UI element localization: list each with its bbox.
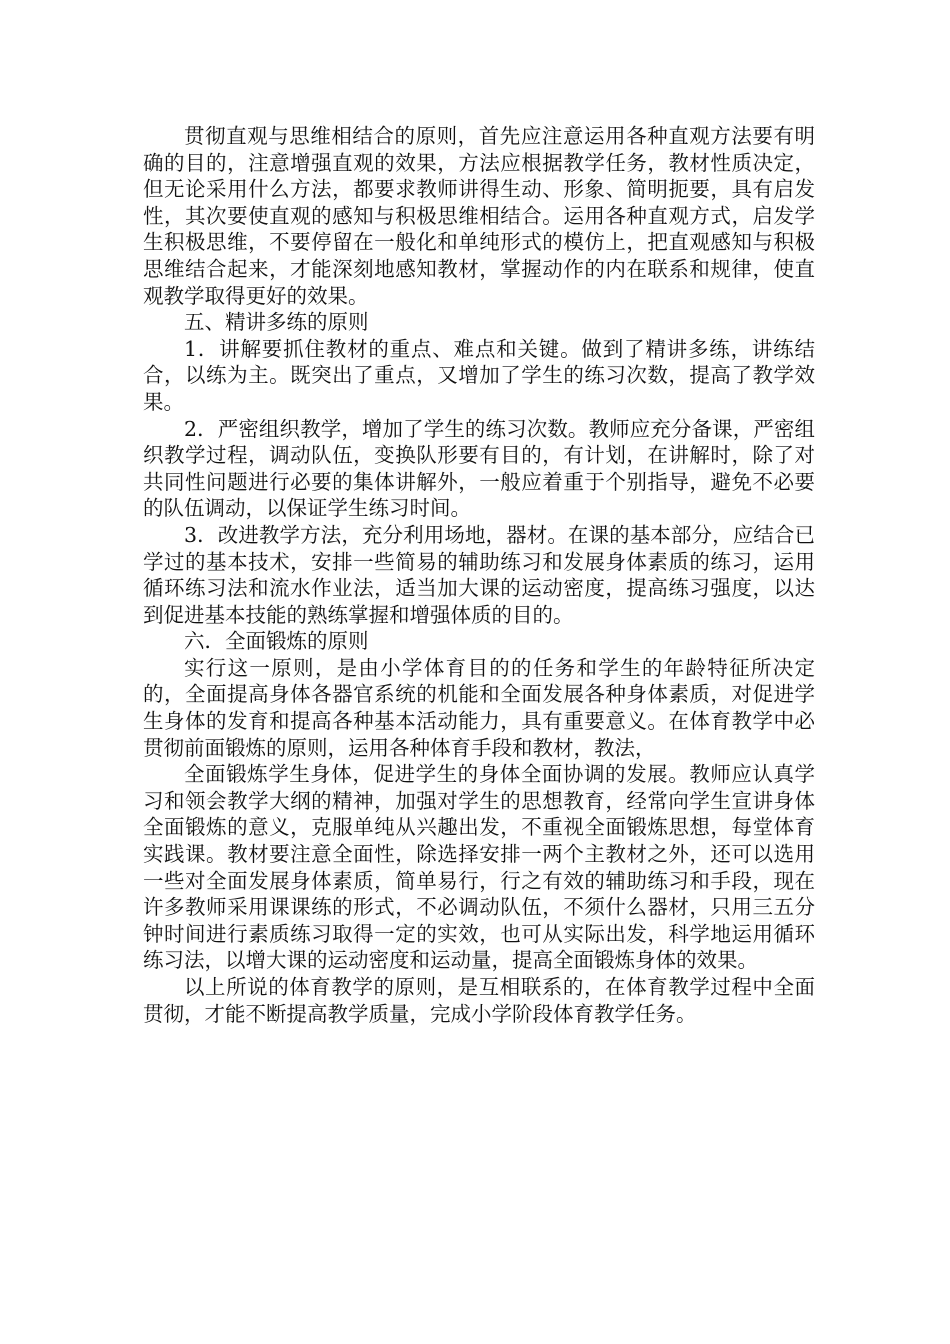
paragraph-conclusion: 以上所说的体育教学的原则，是互相联系的，在体育教学过程中全面贯彻，才能不断提高教学质量，完成小学阶段体育教学任务。 (143, 975, 815, 1026)
paragraph-comprehensive-training: 全面锻炼学生身体，促进学生的身体全面协调的发展。教师应认真学习和领会教学大纲的精神，加强对学生的思想教育，经常向学生宣讲身体全面锻炼的意义，克服单纯从兴趣出发，不重视全面锻炼思想，每堂体育实践课。教材要注意全面性，除选择安排一两个主教材之外，还可以选用一些对全面发展身体素质，简单易行，行之有效的辅助练习和手段，现在许多教师采用课课练的形式，不必调动队伍，不须什么器材，只用三五分钟时间进行素质练习取得一定的实效，也可从实际出发，科学地运用循环练习法，以增大课的运动密度和运动量，提高全面锻炼身体的效果。 (143, 762, 815, 973)
document-body (143, 123, 815, 1027)
section-heading-6: 六．全面锻炼的原则 (184, 629, 369, 654)
list-item-1: 1．讲解要抓住教材的重点、难点和关键。做到了精讲多练，讲练结合，以练为主。既突出了重点，又增加了学生的练习次数，提高了教学效果。 (143, 336, 815, 414)
list-item-2: 2．严密组织教学，增加了学生的练习次数。教师应充分备课，严密组织教学过程，调动队伍，变换队形要有目的，有计划，在讲解时，除了对共同性问题进行必要的集体讲解外，一般应着重于个别指导，避免不必要的队伍调动，以保证学生练习时间。 (143, 416, 815, 521)
paragraph-intuition-thinking: 贯彻直观与思维相结合的原则，首先应注意运用各种直观方法要有明确的目的，注意增强直观的效果，方法应根据教学任务，教材性质决定，但无论采用什么方法，都要求教师讲得生动、形象、简明扼要，具有启发性，其次要使直观的感知与积极思维相结合。运用各种直观方式，启发学生积极思维，不要停留在一般化和单纯形式的模仿上，把直观感知与积极思维结合起来，才能深刻地感知教材，掌握动作的内在联系和规律，使直观教学取得更好的效果。 (143, 124, 815, 308)
paragraph-principle-implementation: 实行这一原则，是由小学体育目的的任务和学生的年龄特征所决定的，全面提高身体各器官系统的机能和全面发展各种身体素质，对促进学生身体的发育和提高各种基本活动能力，具有重要意义。在体育教学中必贯彻前面锻炼的原则，运用各种体育手段和教材，教法， (143, 655, 815, 760)
list-item-3: 3．改进教学方法，充分利用场地，器材。在课的基本部分，应结合已学过的基本技术，安排一些简易的辅助练习和发展身体素质的练习，运用循环练习法和流水作业法，适当加大课的运动密度，提高练习强度，以达到促进基本技能的熟练掌握和增强体质的目的。 (143, 522, 815, 627)
section-heading-5: 五、精讲多练的原则 (184, 310, 369, 335)
